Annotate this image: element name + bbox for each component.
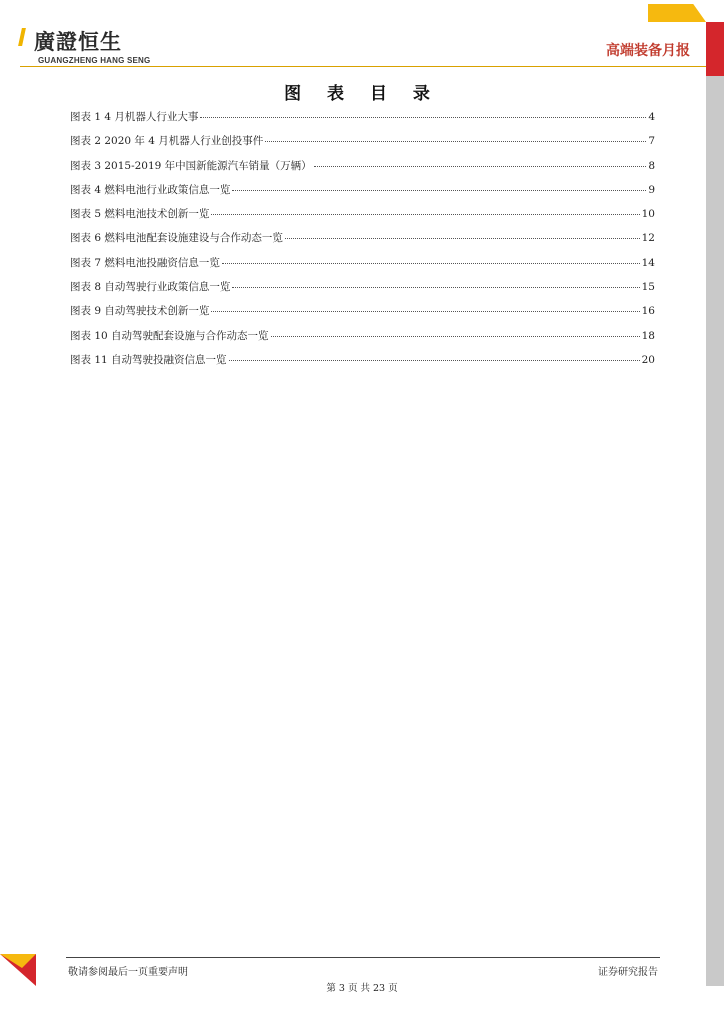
toc-entry[interactable] <box>70 303 655 327</box>
toc-entry-label: 图表 11 自动驾驶投融资信息一览 <box>70 353 227 366</box>
toc-leader-dots <box>265 133 646 142</box>
toc-leader-dots <box>314 158 647 167</box>
toc-leader-dots <box>232 182 646 191</box>
toc-entry[interactable] <box>70 230 655 254</box>
toc-leader-dots <box>232 279 639 288</box>
header-divider <box>20 66 706 67</box>
toc-entry[interactable] <box>70 133 655 157</box>
toc-entry-page: 12 <box>641 232 655 245</box>
footer-page-number: 第 3 页 共 23 页 <box>326 983 398 994</box>
toc-leader-dots <box>222 255 640 264</box>
toc-entry-label: 图表 6 燃料电池配套设施建设与合作动态一览 <box>70 232 283 245</box>
toc-entry-label: 图表 7 燃料电池投融资信息一览 <box>70 256 220 269</box>
toc-entry-page: 18 <box>641 329 655 342</box>
corner-tab-decoration <box>648 4 706 22</box>
toc-entry-page: 15 <box>641 281 655 294</box>
toc-entry-page: 14 <box>641 256 655 269</box>
toc-entry-label: 图表 9 自动驾驶技术创新一览 <box>70 305 210 318</box>
logo-mark-icon <box>18 28 26 46</box>
toc-entry-page: 9 <box>648 183 655 196</box>
toc-entry-page: 8 <box>648 159 655 172</box>
toc-entry-label: 图表 3 2015-2019 年中国新能源汽车销量（万辆） <box>70 159 312 172</box>
toc-entry-page: 10 <box>641 208 655 221</box>
toc-entry[interactable] <box>70 182 655 206</box>
company-logo <box>20 26 150 66</box>
toc-entry-label: 图表 5 燃料电池技术创新一览 <box>70 208 210 221</box>
footer-divider <box>66 957 660 958</box>
toc-entry-label: 图表 1 4 月机器人行业大事 <box>70 111 199 123</box>
toc-entry-label: 图表 4 燃料电池行业政策信息一览 <box>70 183 231 196</box>
toc-entry[interactable] <box>70 328 655 352</box>
toc-entry-label: 图表 10 自动驾驶配套设施与合作动态一览 <box>70 329 269 342</box>
toc-entry-page: 4 <box>648 111 655 123</box>
footer-disclaimer: 敬请参阅最后一页重要声明 <box>68 967 188 978</box>
toc-leader-dots <box>211 303 639 312</box>
toc-entry[interactable] <box>70 109 655 133</box>
toc-entry[interactable] <box>70 206 655 230</box>
toc-title: 图 表 目 录 <box>284 84 440 104</box>
toc-leader-dots <box>200 109 646 118</box>
logo-english-name: GUANGZHENG HANG SENG <box>38 56 151 65</box>
toc-leader-dots <box>229 352 640 361</box>
report-type-label: 高端装备月报 <box>606 43 690 59</box>
toc-entry[interactable] <box>70 158 655 182</box>
toc-entry[interactable] <box>70 255 655 279</box>
toc-leader-dots <box>285 230 640 239</box>
side-bar-gray-decoration <box>706 76 724 986</box>
toc-list <box>70 109 655 376</box>
side-bar-red-decoration <box>706 22 724 76</box>
toc-entry[interactable] <box>70 279 655 303</box>
toc-entry-page: 7 <box>648 135 655 148</box>
toc-entry-page: 20 <box>641 353 655 366</box>
toc-entry-label: 图表 8 自动驾驶行业政策信息一览 <box>70 281 231 294</box>
toc-leader-dots <box>271 328 640 337</box>
footer-doc-type: 证券研究报告 <box>598 967 658 978</box>
toc-leader-dots <box>211 206 639 215</box>
toc-entry[interactable] <box>70 352 655 376</box>
logo-chinese-name: 廣證恒生 <box>34 30 122 54</box>
toc-entry-page: 16 <box>641 305 655 318</box>
toc-entry-label: 图表 2 2020 年 4 月机器人行业创投事件 <box>70 135 264 148</box>
